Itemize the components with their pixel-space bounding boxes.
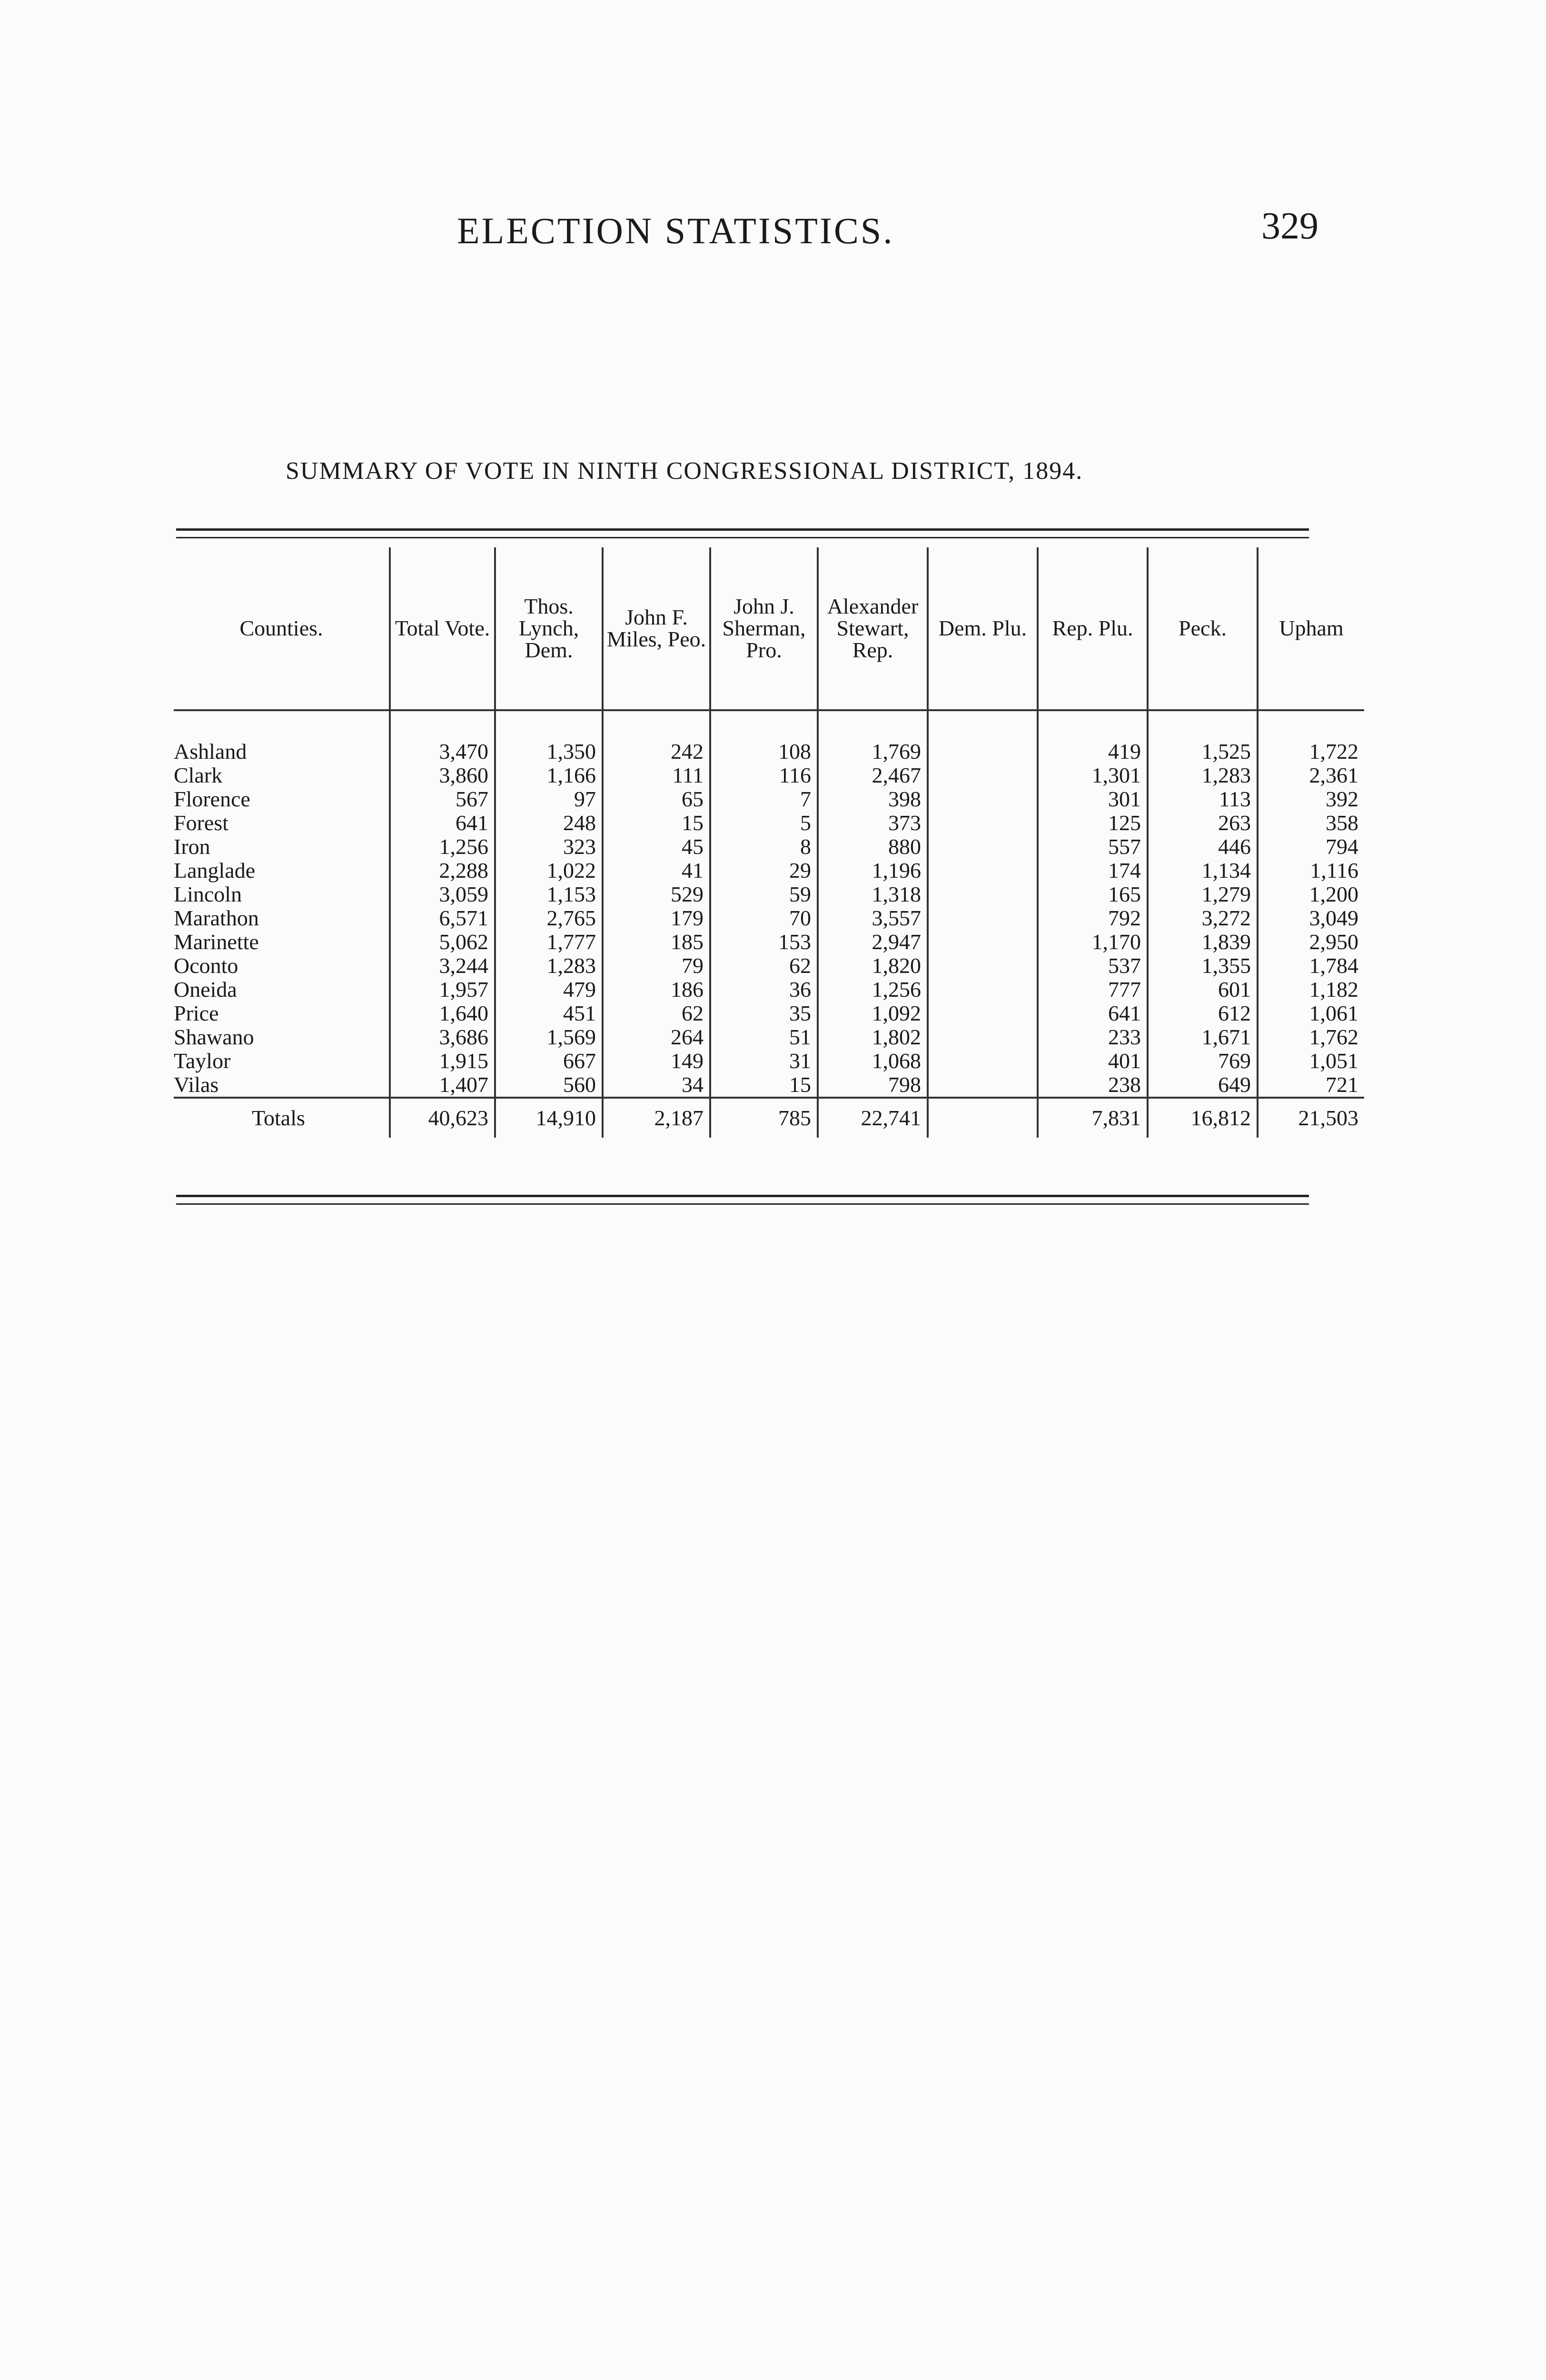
cell-sherman: 62 <box>710 954 818 978</box>
cell-lynch: 560 <box>495 1073 603 1098</box>
cell-rep-plu: 419 <box>1038 740 1148 764</box>
cell-miles: 264 <box>603 1025 710 1049</box>
cell-total: 641 <box>390 811 495 835</box>
cell-upham: 358 <box>1258 811 1364 835</box>
top-rule-inner <box>176 537 1309 538</box>
cell-peck: 113 <box>1148 787 1258 811</box>
table-row <box>174 764 1364 787</box>
county-name: Shawano <box>174 1025 254 1049</box>
cell-upham: 1,762 <box>1258 1025 1364 1049</box>
cell-sherman: 8 <box>710 835 818 859</box>
cell-stewart: 1,802 <box>818 1025 928 1049</box>
cell-lynch: 667 <box>495 1049 603 1073</box>
cell-upham: 1,116 <box>1258 859 1364 883</box>
cell-peck: 1,525 <box>1148 740 1258 764</box>
cell-stewart: 798 <box>818 1073 928 1098</box>
cell-peck: 3,272 <box>1148 906 1258 930</box>
cell-peck: 649 <box>1148 1073 1258 1098</box>
cell-dem-plu <box>928 1073 1038 1098</box>
county-name: Marathon <box>174 906 259 930</box>
page-number: 329 <box>1261 205 1318 247</box>
cell-miles: 242 <box>603 740 710 764</box>
cell-rep-plu: 557 <box>1038 835 1148 859</box>
cell-miles: 149 <box>603 1049 710 1073</box>
cell-lynch: 97 <box>495 787 603 811</box>
cell-miles: 41 <box>603 859 710 883</box>
cell-stewart: 398 <box>818 787 928 811</box>
cell-rep-plu: 301 <box>1038 787 1148 811</box>
cell-total: 2,288 <box>390 859 495 883</box>
totals-row <box>174 1098 1364 1138</box>
cell-total: 3,686 <box>390 1025 495 1049</box>
totals-sherman: 785 <box>710 1098 818 1138</box>
cell-peck: 446 <box>1148 835 1258 859</box>
cell-rep-plu: 174 <box>1038 859 1148 883</box>
cell-total: 1,957 <box>390 978 495 1002</box>
cell-stewart: 1,318 <box>818 883 928 906</box>
cell-rep-plu: 238 <box>1038 1073 1148 1098</box>
totals-label: Totals <box>174 1098 390 1138</box>
cell-lynch: 1,569 <box>495 1025 603 1049</box>
cell-rep-plu: 537 <box>1038 954 1148 978</box>
table-row <box>174 859 1364 883</box>
cell-peck: 612 <box>1148 1002 1258 1025</box>
cell-stewart: 1,769 <box>818 740 928 764</box>
cell-peck: 1,283 <box>1148 764 1258 787</box>
cell-upham: 721 <box>1258 1073 1364 1098</box>
county-name: Price <box>174 1001 219 1025</box>
totals-peck: 16,812 <box>1148 1098 1258 1138</box>
cell-sherman: 29 <box>710 859 818 883</box>
cell-stewart: 1,068 <box>818 1049 928 1073</box>
cell-peck: 1,134 <box>1148 859 1258 883</box>
col-header-sherman: John J. Sherman, Pro. <box>710 547 818 710</box>
table-row <box>174 906 1364 930</box>
cell-total: 567 <box>390 787 495 811</box>
cell-dem-plu <box>928 1049 1038 1073</box>
cell-upham: 1,784 <box>1258 954 1364 978</box>
table-row <box>174 740 1364 764</box>
cell-dem-plu <box>928 835 1038 859</box>
cell-lynch: 1,283 <box>495 954 603 978</box>
cell-lynch: 1,022 <box>495 859 603 883</box>
bottom-rule-inner <box>176 1203 1309 1205</box>
cell-dem-plu <box>928 1002 1038 1025</box>
cell-total: 3,059 <box>390 883 495 906</box>
cell-peck: 1,355 <box>1148 954 1258 978</box>
cell-lynch: 323 <box>495 835 603 859</box>
cell-total: 6,571 <box>390 906 495 930</box>
cell-dem-plu <box>928 1025 1038 1049</box>
cell-dem-plu <box>928 883 1038 906</box>
cell-upham: 1,182 <box>1258 978 1364 1002</box>
cell-total: 3,860 <box>390 764 495 787</box>
cell-sherman: 59 <box>710 883 818 906</box>
cell-rep-plu: 165 <box>1038 883 1148 906</box>
cell-lynch: 479 <box>495 978 603 1002</box>
cell-stewart: 373 <box>818 811 928 835</box>
cell-stewart: 880 <box>818 835 928 859</box>
table-title: SUMMARY OF VOTE IN NINTH CONGRESSIONAL DISTRICT, 1894. <box>286 457 1083 485</box>
cell-sherman: 7 <box>710 787 818 811</box>
cell-upham: 1,722 <box>1258 740 1364 764</box>
cell-miles: 45 <box>603 835 710 859</box>
col-header-dem-plu: Dem. Plu. <box>928 547 1038 710</box>
cell-miles: 186 <box>603 978 710 1002</box>
table-row <box>174 1025 1364 1049</box>
cell-rep-plu: 792 <box>1038 906 1148 930</box>
totals-rep-plu: 7,831 <box>1038 1098 1148 1138</box>
vote-table <box>174 547 1364 1138</box>
cell-total: 3,244 <box>390 954 495 978</box>
col-header-counties: Counties. <box>239 616 323 640</box>
cell-dem-plu <box>928 954 1038 978</box>
cell-dem-plu <box>928 811 1038 835</box>
cell-sherman: 70 <box>710 906 818 930</box>
cell-miles: 179 <box>603 906 710 930</box>
col-header-upham: Upham <box>1258 547 1364 710</box>
col-header-stewart: Alexander Stewart, Rep. <box>818 547 928 710</box>
cell-peck: 769 <box>1148 1049 1258 1073</box>
cell-sherman: 36 <box>710 978 818 1002</box>
county-name: Florence <box>174 787 250 811</box>
cell-upham: 3,049 <box>1258 906 1364 930</box>
cell-total: 1,915 <box>390 1049 495 1073</box>
cell-stewart: 1,196 <box>818 859 928 883</box>
cell-total: 1,256 <box>390 835 495 859</box>
totals-upham: 21,503 <box>1258 1098 1364 1138</box>
cell-sherman: 15 <box>710 1073 818 1098</box>
county-name: Oneida <box>174 977 237 1002</box>
cell-stewart: 1,092 <box>818 1002 928 1025</box>
totals-lynch: 14,910 <box>495 1098 603 1138</box>
cell-miles: 15 <box>603 811 710 835</box>
cell-dem-plu <box>928 930 1038 954</box>
cell-peck: 601 <box>1148 978 1258 1002</box>
cell-stewart: 2,467 <box>818 764 928 787</box>
cell-lynch: 1,153 <box>495 883 603 906</box>
cell-sherman: 35 <box>710 1002 818 1025</box>
table-header-row <box>174 547 1364 710</box>
cell-lynch: 1,166 <box>495 764 603 787</box>
totals-stewart: 22,741 <box>818 1098 928 1138</box>
cell-total: 3,470 <box>390 740 495 764</box>
county-name: Ashland <box>174 739 247 764</box>
table-row <box>174 1073 1364 1098</box>
table-row <box>174 1049 1364 1073</box>
cell-peck: 1,671 <box>1148 1025 1258 1049</box>
county-name: Lincoln <box>174 882 242 906</box>
cell-dem-plu <box>928 787 1038 811</box>
cell-sherman: 108 <box>710 740 818 764</box>
cell-rep-plu: 233 <box>1038 1025 1148 1049</box>
cell-total: 1,640 <box>390 1002 495 1025</box>
table-row <box>174 883 1364 906</box>
cell-dem-plu <box>928 906 1038 930</box>
county-name: Marinette <box>174 930 259 954</box>
cell-miles: 65 <box>603 787 710 811</box>
cell-miles: 62 <box>603 1002 710 1025</box>
col-header-total-vote: Total Vote. <box>390 547 495 710</box>
county-name: Langlade <box>174 858 256 883</box>
cell-lynch: 2,765 <box>495 906 603 930</box>
table-row <box>174 978 1364 1002</box>
cell-lynch: 451 <box>495 1002 603 1025</box>
cell-sherman: 5 <box>710 811 818 835</box>
cell-stewart: 1,256 <box>818 978 928 1002</box>
table-row <box>174 1002 1364 1025</box>
cell-upham: 1,061 <box>1258 1002 1364 1025</box>
cell-stewart: 1,820 <box>818 954 928 978</box>
cell-rep-plu: 401 <box>1038 1049 1148 1073</box>
cell-lynch: 1,350 <box>495 740 603 764</box>
col-header-miles: John F. Miles, Peo. <box>603 547 710 710</box>
cell-peck: 1,279 <box>1148 883 1258 906</box>
cell-miles: 34 <box>603 1073 710 1098</box>
cell-rep-plu: 641 <box>1038 1002 1148 1025</box>
county-name: Oconto <box>174 953 238 978</box>
county-name: Taylor <box>174 1049 231 1073</box>
table-row <box>174 835 1364 859</box>
county-name: Clark <box>174 763 223 787</box>
table-spacer-row <box>174 710 1364 740</box>
county-name: Vilas <box>174 1072 219 1097</box>
cell-total: 5,062 <box>390 930 495 954</box>
cell-upham: 2,950 <box>1258 930 1364 954</box>
cell-rep-plu: 1,301 <box>1038 764 1148 787</box>
bottom-rule <box>176 1195 1309 1197</box>
cell-lynch: 1,777 <box>495 930 603 954</box>
cell-dem-plu <box>928 740 1038 764</box>
cell-rep-plu: 777 <box>1038 978 1148 1002</box>
top-rule <box>176 528 1309 531</box>
totals-dem-plu <box>928 1098 1038 1138</box>
running-head: ELECTION STATISTICS. <box>457 210 894 251</box>
col-header-lynch: Thos. Lynch, Dem. <box>495 547 603 710</box>
cell-miles: 185 <box>603 930 710 954</box>
cell-upham: 392 <box>1258 787 1364 811</box>
cell-peck: 263 <box>1148 811 1258 835</box>
totals-total: 40,623 <box>390 1098 495 1138</box>
cell-total: 1,407 <box>390 1073 495 1098</box>
cell-rep-plu: 125 <box>1038 811 1148 835</box>
county-name: Iron <box>174 834 210 859</box>
cell-upham: 1,051 <box>1258 1049 1364 1073</box>
col-header-rep-plu: Rep. Plu. <box>1038 547 1148 710</box>
cell-upham: 2,361 <box>1258 764 1364 787</box>
cell-sherman: 153 <box>710 930 818 954</box>
county-name: Forest <box>174 811 228 835</box>
cell-dem-plu <box>928 764 1038 787</box>
cell-dem-plu <box>928 978 1038 1002</box>
cell-miles: 111 <box>603 764 710 787</box>
cell-stewart: 3,557 <box>818 906 928 930</box>
cell-upham: 794 <box>1258 835 1364 859</box>
cell-sherman: 51 <box>710 1025 818 1049</box>
cell-miles: 529 <box>603 883 710 906</box>
cell-stewart: 2,947 <box>818 930 928 954</box>
cell-upham: 1,200 <box>1258 883 1364 906</box>
table-row <box>174 930 1364 954</box>
cell-sherman: 116 <box>710 764 818 787</box>
cell-lynch: 248 <box>495 811 603 835</box>
table-body <box>174 710 1364 1138</box>
table-row <box>174 954 1364 978</box>
cell-miles: 79 <box>603 954 710 978</box>
col-header-peck: Peck. <box>1148 547 1258 710</box>
cell-rep-plu: 1,170 <box>1038 930 1148 954</box>
cell-peck: 1,839 <box>1148 930 1258 954</box>
cell-sherman: 31 <box>710 1049 818 1073</box>
totals-miles: 2,187 <box>603 1098 710 1138</box>
cell-dem-plu <box>928 859 1038 883</box>
table-row <box>174 811 1364 835</box>
table-row <box>174 787 1364 811</box>
